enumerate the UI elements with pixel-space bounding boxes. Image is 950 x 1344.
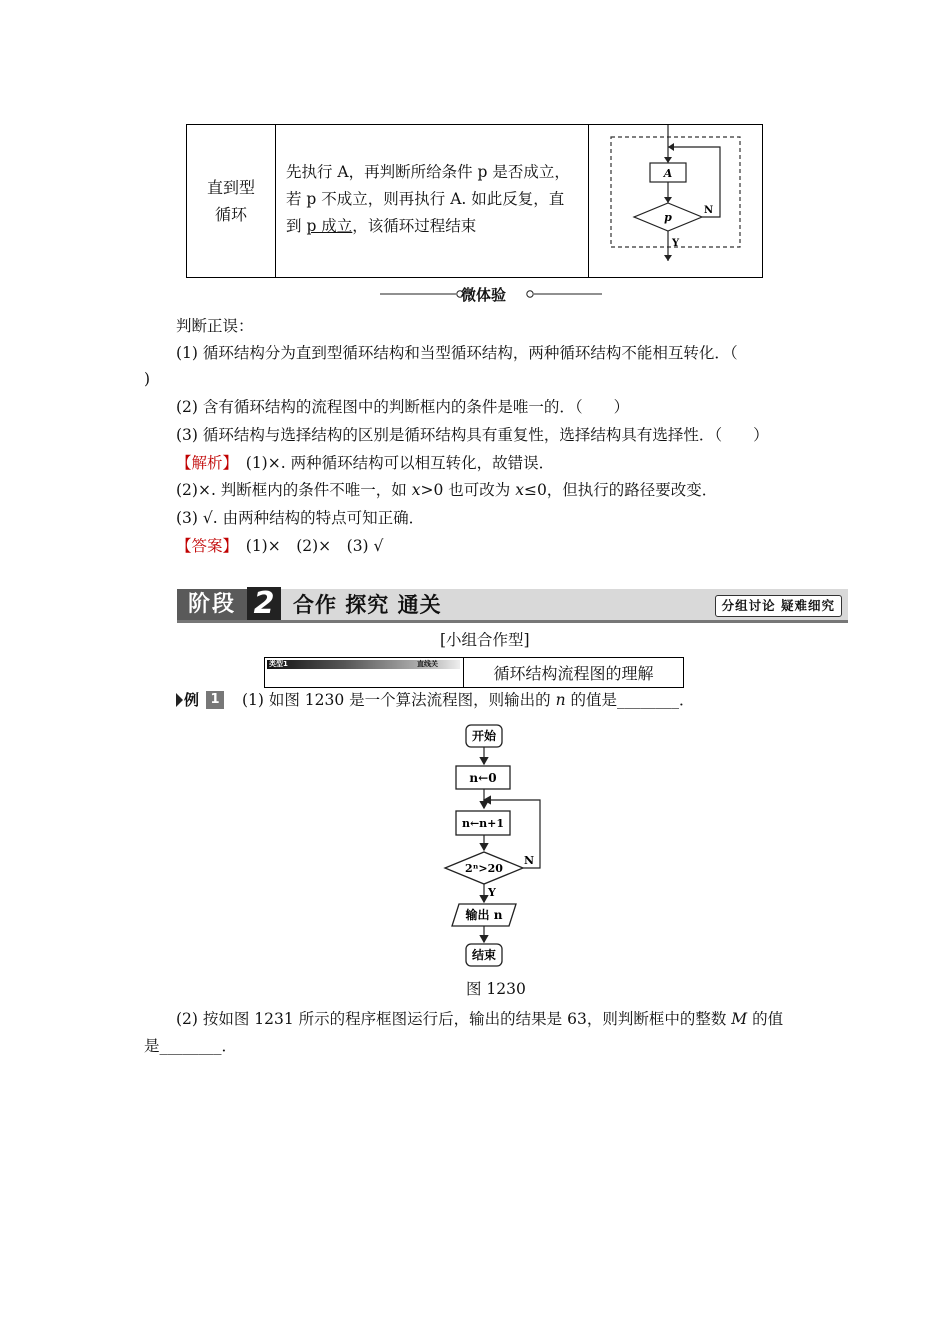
type-box bbox=[264, 657, 684, 688]
example-part-2-end: 是________． bbox=[144, 1037, 238, 1055]
example-arrow-icon bbox=[176, 693, 183, 707]
example-label: 例 bbox=[184, 691, 200, 709]
loop-structure-table bbox=[186, 124, 763, 278]
yes-branch-label: Y bbox=[488, 886, 496, 899]
stage-badge: 分组讨论 疑难细究 bbox=[715, 595, 842, 617]
question-1-end: ) bbox=[144, 370, 151, 388]
analysis-tag: 【解析】 bbox=[176, 454, 231, 472]
table-cell-figure bbox=[589, 125, 764, 277]
question-3: (3) 循环结构与选择结构的区别是循环结构具有重复性，选择结构具有选择性．（ ） bbox=[176, 426, 769, 444]
dashed-frame bbox=[611, 137, 740, 247]
until-loop-diagram bbox=[589, 125, 764, 279]
question-1: (1) 循环结构分为直到型循环结构和当型循环结构，两种循环结构不能相互转化．（ bbox=[176, 344, 738, 362]
desc-line-2: 若 p 不成立，则再执行 A. 如此反复，直 bbox=[286, 190, 565, 208]
algorithm-flowchart bbox=[440, 722, 560, 972]
quiz-intro: 判断正误： bbox=[176, 317, 254, 335]
start-label: 开始 bbox=[471, 729, 497, 743]
example-number: 1 bbox=[206, 691, 224, 709]
type-tag-2: 直线关 bbox=[417, 660, 438, 668]
group-type-label: [小组合作型] bbox=[440, 631, 530, 649]
output-label: 输出 n bbox=[465, 908, 503, 922]
end-label: 结束 bbox=[471, 948, 497, 962]
analysis-line-3: (3) √. 由两种结构的特点可知正确． bbox=[176, 509, 425, 527]
condition-label: 2ⁿ>20 bbox=[465, 862, 503, 875]
analysis-line-1: 【解析】 (1)×. 两种循环结构可以相互转化，故错误． bbox=[176, 454, 555, 472]
box-a-label: A bbox=[663, 167, 673, 180]
stage-number: 2 bbox=[247, 587, 281, 620]
example-part-2: (2) 按如图 1231 所示的程序框图运行后，输出的结果是 63，则判断框中的整数 M 的值 bbox=[176, 1010, 784, 1028]
stage-label: 阶段 bbox=[177, 589, 247, 620]
yes-label: Y bbox=[672, 238, 680, 249]
table-cell-name bbox=[187, 125, 276, 277]
desc-line-3: 到 p 成立，该循环过程结束 bbox=[286, 217, 477, 235]
diamond-label: p bbox=[664, 211, 672, 224]
question-2: (2) 含有循环结构的流程图中的判断框内的条件是唯一的．（ ） bbox=[176, 398, 630, 416]
init-label: n←0 bbox=[469, 771, 497, 785]
table-cell-description bbox=[276, 125, 589, 277]
no-branch-label: N bbox=[524, 854, 535, 867]
answer-line: 【答案】 (1)× (2)× (3) √ bbox=[176, 537, 384, 555]
desc-line-1: 先执行 A，再判断所给条件 p 是否成立， bbox=[286, 163, 570, 181]
increment-label: n←n+1 bbox=[461, 817, 505, 830]
structure-name: 直到型循环 bbox=[206, 178, 255, 224]
analysis-line-2: (2)×. 判断框内的条件不唯一，如 x>0 也可改为 x≤0，但执行的路径要改变． bbox=[176, 481, 718, 499]
no-label: N bbox=[704, 205, 714, 216]
answer-tag: 【答案】 bbox=[176, 537, 231, 555]
example-part-1: (1) 如图 1230 是一个算法流程图，则输出的 n 的值是________． bbox=[242, 691, 695, 709]
underlined-phrase: p 成立 bbox=[306, 217, 353, 235]
type-tag: 类型1 bbox=[269, 660, 288, 668]
stage-header-bar bbox=[177, 586, 848, 623]
type-strip bbox=[265, 658, 464, 687]
stage-title: 合作 探究 通关 bbox=[293, 593, 442, 617]
type-title: 循环结构流程图的理解 bbox=[493, 664, 654, 683]
figure-caption: 图 1230 bbox=[466, 980, 526, 998]
section-title: 微体验 bbox=[461, 286, 507, 304]
